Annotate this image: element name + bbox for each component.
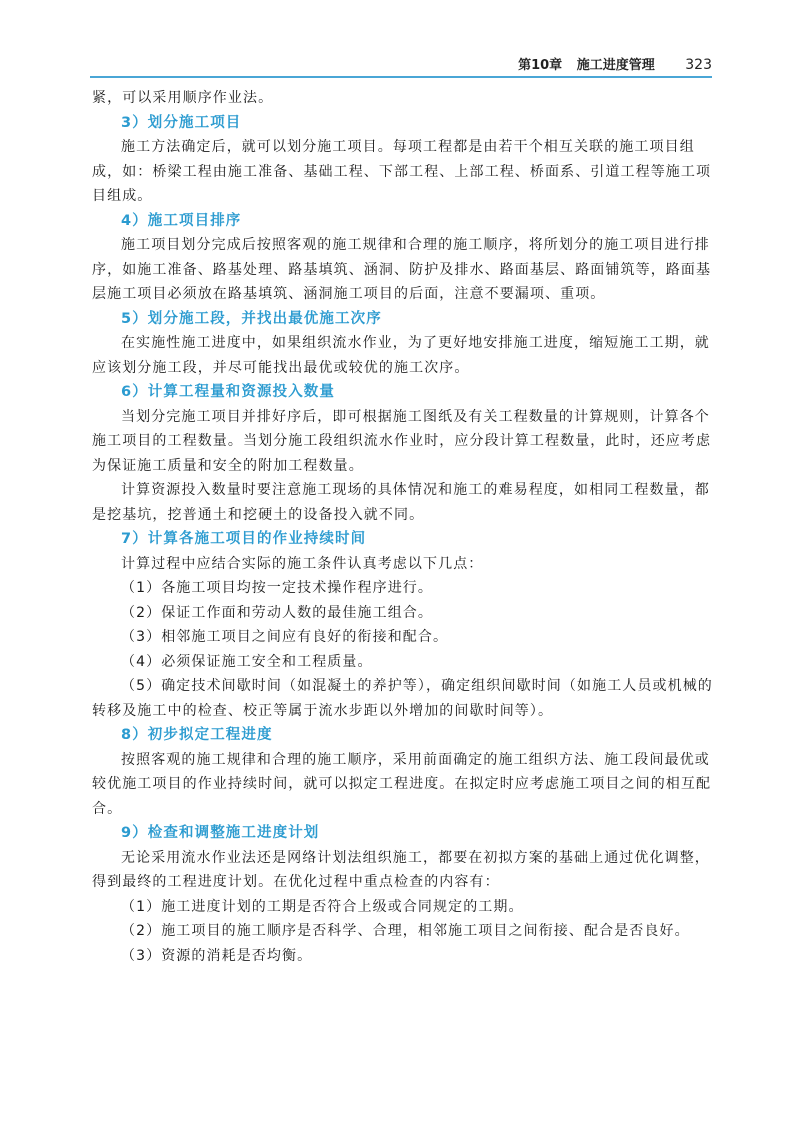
section-7-list-item: （5）确定技术间歇时间（如混凝土的养护等），确定组织间歇时间（如施工人员或机械的转移及施工中的检查、校正等属于流水步距以外增加的间歇时间等）。 (92, 678, 713, 719)
section-4-paragraph: 施工项目划分完成后按照客观的施工规律和合理的施工顺序，将所划分的施工项目进行排序，如施工准备、路基处理、路基填筑、涵洞、防护及排水、路面基层、路面铺筑等，路面基层施工项目必须放在路基填筑、涵洞施工项目的后面，注意不要漏项、重项。 (92, 237, 712, 302)
section-heading-9: 9）检查和调整施工进度计划 (121, 825, 320, 841)
running-header (90, 50, 712, 74)
section-9-list-item: （1）施工进度计划的工期是否符合上级或合同规定的工期。 (121, 898, 524, 915)
section-heading-8: 8）初步拟定工程进度 (121, 727, 273, 743)
page-number: 323 (685, 57, 712, 73)
section-heading-4: 4）施工项目排序 (121, 212, 242, 229)
section-7-paragraph: 计算过程中应结合实际的施工条件认真考虑以下几点： (121, 555, 484, 572)
section-6-paragraph-2: 计算资源投入数量时要注意施工现场的具体情况和施工的难易程度，如相同工程数量，都是挖基坑，挖普通土和挖硬土的设备投入就不同。 (92, 482, 710, 523)
section-9-list-item: （2）施工项目的施工顺序是否科学、合理，相邻施工项目之间衔接、配合是否良好。 (121, 923, 690, 939)
section-9-paragraph: 无论采用流水作业法还是网络计划法组织施工，都要在初拟方案的基础上通过优化调整，得到最终的工程进度计划。在优化过程中重点检查的内容有： (92, 849, 710, 890)
section-9-list-item: （3）资源的消耗是否均衡。 (121, 947, 313, 964)
section-heading-6: 6）计算工程量和资源投入数量 (121, 384, 335, 400)
chapter-number: 第10章 (518, 58, 563, 73)
section-heading-3: 3）划分施工项目 (121, 114, 242, 131)
page-body (92, 86, 714, 968)
section-6-paragraph-1: 当划分完施工项目并排好序后，即可根据施工图纸及有关工程数量的计算规则，计算各个施工项目的工程数量。当划分施工段组织流水作业时，应分段计算工程数量，此时，还应考虑为保证施工质量和安全的附加工程数量。 (92, 408, 712, 474)
intro-tail-paragraph: 紧，可以采用顺序作业法。 (92, 90, 274, 106)
section-8-paragraph: 按照客观的施工规律和合理的施工顺序，采用前面确定的施工组织方法、施工段间最优或较优施工项目的作业持续时间，就可以拟定工程进度。在拟定时应考虑施工项目之间的相互配合。 (92, 751, 712, 817)
section-5-paragraph: 在实施性施工进度中，如果组织流水作业，为了更好地安排施工进度，缩短施工工期，就应该划分施工段，并尽可能找出最优或较优的施工次序。 (92, 335, 710, 376)
section-7-list-item: （1）各施工项目均按一定技术操作程序进行。 (121, 580, 434, 596)
section-3-paragraph: 施工方法确定后，就可以划分施工项目。每项工程都是由若干个相互关联的施工项目组成，如：桥梁工程由施工准备、基础工程、下部工程、上部工程、桥面系、引道工程等施工项目组成。 (92, 139, 712, 204)
chapter-title: 施工进度管理 (576, 58, 655, 73)
section-7-list-item: （4）必须保证施工安全和工程质量。 (121, 653, 373, 670)
header-text (508, 54, 712, 73)
section-heading-5: 5）划分施工段，并找出最优施工次序 (121, 310, 382, 327)
section-heading-7: 7）计算各施工项目的作业持续时间 (121, 531, 367, 547)
header-rule (90, 76, 712, 78)
section-7-list-item: （2）保证工作面和劳动人数的最佳施工组合。 (121, 604, 434, 621)
section-7-list-item: （3）相邻施工项目之间应有良好的衔接和配合。 (121, 629, 449, 645)
